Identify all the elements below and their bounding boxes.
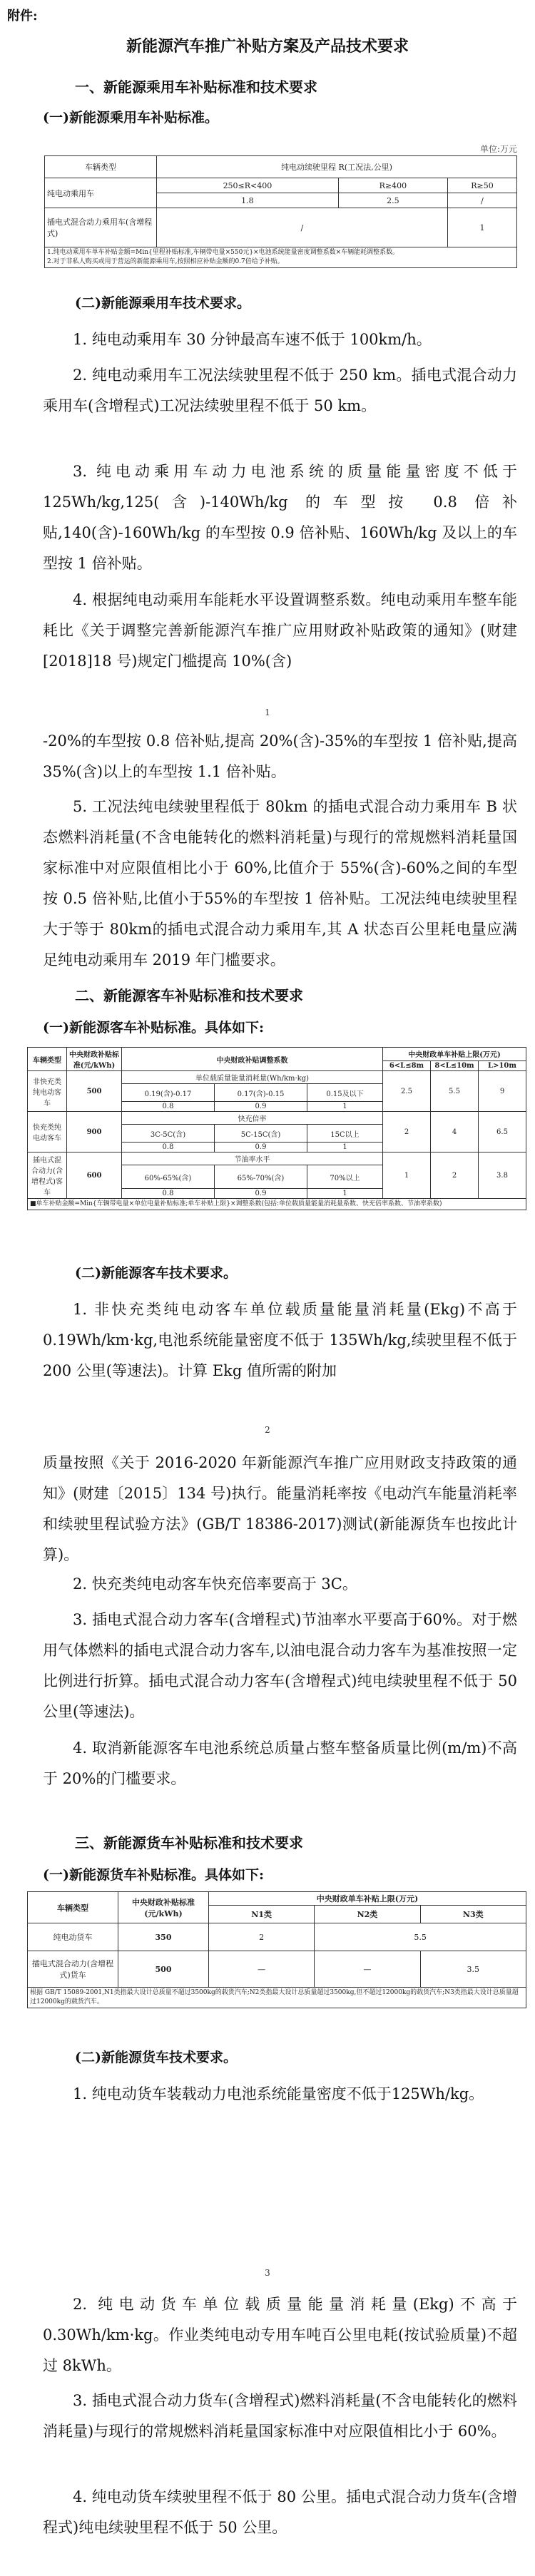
bus-cap-col-2: 8<L≤10m — [431, 1060, 479, 1070]
bus-r3-coef-1: 0.8 — [122, 1189, 215, 1199]
truck-r2-cap-2: — — [315, 1951, 420, 1988]
page-number-1: 1 — [265, 707, 270, 717]
s1-para-3: 3. 纯电动乘用车动力电池系统的质量能量密度不低于125Wh/kg,125(含)-140Wh/kg 的车型按 0.8 倍补贴,140(含)-160Wh/kg 的车型按 0.9 倍补贴、160Wh/kg 及以上的车型按 1 倍补贴。 — [43, 463, 517, 572]
bus-r1-cap-1: 2.5 — [383, 1071, 431, 1112]
bus-table-note: ■单车补贴金额=Min{车辆带电量×单位电量补贴标准;单车补贴上限}×调整系数(包括:单位载质量能量消耗量系数、快充倍率系数、节油率系数) — [28, 1199, 526, 1210]
bev-val-2: 2.5 — [338, 193, 447, 208]
s1-para-5: 5. 工况法纯电续驶里程低于 80km 的插电式混合动力乘用车 B 状态燃料消耗量(不含电能转化的燃料消耗量)与现行的常规燃料消耗量国家标准中对应限值相比小于 60%,比值介于 55%(含)-60%之间的车型按 0.5 倍补贴,比值小于55%的车型按 1 倍补贴。工况法纯电续驶里程大于等于 80km的插电式混合动力乘用车,其 A 状态百公里耗电量应满足纯电动乘用车 2019 年门槛要求。 — [43, 798, 517, 968]
section-1-sub2: (二)新能源乘用车技术要求。 — [75, 295, 250, 311]
truck-subsidy-table — [27, 1891, 526, 2008]
section-3-sub2: (二)新能源货车技术要求。 — [75, 2050, 237, 2065]
section-3-heading: 三、新能源货车补贴标准和技术要求 — [75, 1834, 303, 1851]
bus-cap-col-1: 6<L≤8m — [383, 1060, 431, 1070]
th-vehicle-type: 车辆类型 — [45, 156, 157, 178]
bus-r2-adj-head: 快充倍率 — [122, 1112, 383, 1125]
bus-r3-coef-2: 0.9 — [215, 1189, 307, 1199]
bev-val-1: 1.8 — [157, 193, 339, 208]
bus-r3-range-1: 60%-65%(含) — [122, 1165, 215, 1189]
bus-r1-coef-1: 0.8 — [122, 1102, 215, 1112]
truck-cap-col-3: N3类 — [420, 1906, 526, 1923]
bus-r1-range-2: 0.17(含)-0.15 — [215, 1084, 307, 1102]
bus-r2-range-3: 15C以上 — [307, 1125, 383, 1143]
bus-r3-range-2: 65%-70%(含) — [215, 1165, 307, 1189]
s3-para-4: 4. 纯电动货车续驶里程不低于 80 公里。插电式混合动力货车(含增程式)纯电续驶里程不低于 50 公里。 — [43, 2488, 517, 2536]
passenger-subsidy-table — [44, 155, 517, 268]
bus-th-std: 中央财政补贴标准(元/kWh) — [67, 1048, 122, 1071]
bus-r3-coef-3: 1 — [307, 1189, 383, 1199]
s2-para-4: 4. 取消新能源客车电池系统总质量占整车整备质量比例(m/m)不高于 20%的门槛要求。 — [43, 1739, 517, 1787]
bus-r1-coef-3: 1 — [307, 1102, 383, 1112]
bus-th-type: 车辆类型 — [28, 1048, 67, 1071]
bus-r1-type: 非快充类纯电动客车 — [28, 1071, 67, 1112]
bus-r1-cap-2: 5.5 — [431, 1071, 479, 1112]
truck-cap-col-1: N1类 — [209, 1906, 315, 1923]
bus-r2-cap-2: 4 — [431, 1112, 479, 1152]
bus-r2-cap-1: 2 — [383, 1112, 431, 1152]
truck-r1-cap-1: 2 — [209, 1923, 315, 1951]
row-phev-label: 插电式混合动力乘用车(含增程式) — [45, 208, 157, 247]
bus-r2-coef-2: 0.9 — [215, 1143, 307, 1152]
truck-r2-type: 插电式混合动力(含增程式)货车 — [28, 1951, 118, 1988]
truck-r1-cap-2: 5.5 — [315, 1923, 526, 1951]
truck-r2-std: 500 — [118, 1951, 209, 1988]
page-number-3: 3 — [265, 2268, 270, 2278]
bus-r3-type: 插电式混合动力(含增程式)客车 — [28, 1152, 67, 1199]
bus-r2-coef-1: 0.8 — [122, 1143, 215, 1152]
s2-para-2: 2. 快充类纯电动客车快充倍率要高于 3C。 — [73, 1575, 357, 1593]
bus-r3-range-3: 70%以上 — [307, 1165, 383, 1189]
bus-r2-type: 快充类纯电动客车 — [28, 1112, 67, 1152]
s1-para-4-cont: -20%的车型按 0.8 倍补贴,提高 20%(含)-35%的车型按 1 倍补贴,提高 35%(含)以上的车型按 1.1 倍补贴。 — [43, 732, 517, 780]
s1-para-2: 2. 纯电动乘用车工况法续驶里程不低于 250 km。插电式混合动力乘用车(含增程式)工况法续驶里程不低于 50 km。 — [43, 367, 517, 414]
bus-r2-range-2: 5C-15C(含) — [215, 1125, 307, 1143]
document-title: 新能源汽车推广补贴方案及产品技术要求 — [126, 38, 409, 56]
truck-th-type: 车辆类型 — [28, 1892, 118, 1923]
truck-table-note: 根据 GB/T 15089-2001,N1类指最大设计总质量不超过3500kg的载货汽车;N2类指最大设计总质量超过3500kg,但不超过12000kg的载货汽车;N3类指最大设计总质量超过12000kg的载货汽车。 — [28, 1988, 526, 2008]
s2-para-1-cont: 质量按照《关于 2016-2020 年新能源汽车推广应用财政支持政策的通知》(财建〔2015〕134 号)执行。能量消耗率按《电动汽车能量消耗率和续驶里程试验方法》(GB/T 18386-2017)测试(新能源货车也按此计算)。 — [43, 1454, 517, 1563]
bus-r2-coef-3: 1 — [307, 1143, 383, 1152]
bus-r3-adj-head: 节油率水平 — [122, 1152, 383, 1165]
attachment-label: 附件: — [7, 9, 38, 24]
bus-r3-cap-3: 3.8 — [479, 1152, 526, 1199]
s2-para-1: 1. 非快充类纯电动客车单位载质量能量消耗量(Ekg)不高于 0.19Wh/km·kg,电池系统能量密度不低于 135Wh/kg,续驶里程不低于 200 公里(等速法)。计算 Ekg 值所需的附加 — [43, 1301, 517, 1379]
th-range: 纯电动续驶里程 R(工况法,公里) — [157, 156, 517, 178]
truck-th-std: 中央财政补贴标准(元/kWh) — [118, 1892, 209, 1923]
s1-para-4: 4. 根据纯电动乘用车能耗水平设置调整系数。纯电动乘用车整车能耗比《关于调整完善新能源汽车推广应用财政补贴政策的通知》(财建[2018]18 号)规定门槛提高 10%(含) — [43, 591, 517, 670]
range-col-2: R≥400 — [338, 178, 447, 193]
truck-cap-col-2: N2类 — [315, 1906, 420, 1923]
s2-para-3: 3. 插电式混合动力客车(含增程式)节油率水平要高于60%。对于燃用气体燃料的插电式混合动力客车,以油电混合动力客车为基准按照一定比例进行折算。插电式混合动力客车(含增程式)纯电续驶里程不低于 50 公里(等速法)。 — [43, 1611, 517, 1720]
row-bev-label: 纯电动乘用车 — [45, 178, 157, 208]
bus-cap-col-3: L>10m — [479, 1060, 526, 1070]
range-col-3: R≥50 — [448, 178, 517, 193]
s3-para-2: 2. 纯电动货车单位载质量能量消耗量(Ekg)不高于0.30Wh/km·kg。作业类纯电动专用车吨百公里电耗(按试验质量)不超过 8kWh。 — [43, 2296, 517, 2374]
section-1-heading: 一、新能源乘用车补贴标准和技术要求 — [75, 78, 317, 96]
truck-r1-type: 纯电动货车 — [28, 1923, 118, 1951]
section-2-sub2: (二)新能源客车技术要求。 — [75, 1265, 237, 1281]
truck-th-cap: 中央财政单车补贴上限(万元) — [209, 1892, 526, 1906]
passenger-table-notes — [45, 247, 517, 268]
note-1: 1.纯电动乘用车单车补贴金额=Min{里程补贴标准,车辆带电量×550元}×电池系统能量密度调整系数×车辆能耗调整系数。 — [47, 249, 399, 256]
bus-r1-adj-head: 单位载质量能量消耗量(Wh/km·kg) — [122, 1071, 383, 1084]
page-number-2: 2 — [265, 1425, 270, 1435]
range-col-1: 250≤R<400 — [157, 178, 339, 193]
s3-para-3: 3. 插电式混合动力货车(含增程式)燃料消耗量(不含电能转化的燃料消耗量)与现行的常规燃料消耗量国家标准中对应限值相比小于 60%。 — [43, 2392, 517, 2440]
bus-r1-coef-2: 0.9 — [215, 1102, 307, 1112]
bus-r1-std: 500 — [67, 1071, 122, 1112]
note-2: 2.对于非私人购买或用于营运的新能源乘用车,按照相应补贴金额的0.7倍给予补贴。 — [47, 258, 284, 265]
bus-r2-std: 900 — [67, 1112, 122, 1152]
bus-r2-range-1: 3C-5C(含) — [122, 1125, 215, 1143]
section-3-sub1: (一)新能源货车补贴标准。具体如下: — [43, 1867, 264, 1883]
truck-r2-cap-3: 3.5 — [420, 1951, 526, 1988]
section-2-sub1: (一)新能源客车补贴标准。具体如下: — [43, 1020, 264, 1036]
bus-r1-cap-3: 9 — [479, 1071, 526, 1112]
section-2-heading: 二、新能源客车补贴标准和技术要求 — [75, 987, 303, 1004]
truck-r2-cap-1: — — [209, 1951, 315, 1988]
bus-r3-std: 600 — [67, 1152, 122, 1199]
s1-para-1: 1. 纯电动乘用车 30 分钟最高车速不低于 100km/h。 — [73, 331, 432, 348]
section-1-sub1: (一)新能源乘用车补贴标准。 — [43, 110, 218, 126]
bev-val-3: / — [448, 193, 517, 208]
truck-r1-std: 350 — [118, 1923, 209, 1951]
phev-val-2: 1 — [448, 208, 517, 247]
bus-subsidy-table — [27, 1047, 526, 1210]
unit-label: 单位:万元 — [479, 144, 517, 154]
s3-para-1: 1. 纯电动货车装载动力电池系统能量密度不低于125Wh/kg。 — [73, 2085, 484, 2102]
bus-th-cap: 中央财政单车补贴上限(万元) — [383, 1048, 526, 1061]
phev-val-1: / — [157, 208, 448, 247]
bus-r3-cap-2: 2 — [431, 1152, 479, 1199]
bus-r2-cap-3: 6.5 — [479, 1112, 526, 1152]
bus-r1-range-1: 0.19(含)-0.17 — [122, 1084, 215, 1102]
bus-r3-cap-1: 1 — [383, 1152, 431, 1199]
bus-th-adj: 中央财政补贴调整系数 — [122, 1048, 383, 1071]
bus-r1-range-3: 0.15及以下 — [307, 1084, 383, 1102]
